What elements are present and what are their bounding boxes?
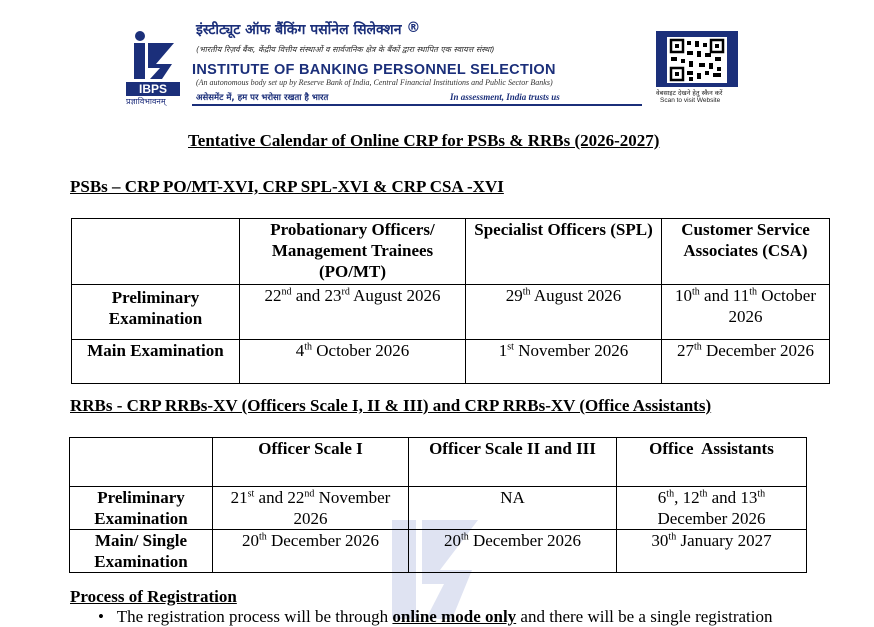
column-header: Officer Scale I <box>213 438 409 487</box>
column-header: Specialist Officers (SPL) <box>466 219 662 285</box>
logo-label: IBPS <box>138 82 168 96</box>
date-cell: NA <box>409 487 617 530</box>
column-header: Customer Service Associates (CSA) <box>662 219 830 285</box>
english-motto: In assessment, India trusts us <box>450 92 560 102</box>
registration-heading: Process of Registration <box>70 587 237 606</box>
psb-calendar-table <box>71 218 830 384</box>
date-cell: 22nd and 23rd August 2026 <box>240 285 466 340</box>
date-cell: 21st and 22nd November 2026 <box>213 487 409 530</box>
empty-header-cell <box>72 219 240 285</box>
qr-code-icon[interactable] <box>667 37 727 83</box>
date-cell: 6th, 12th and 13th December 2026 <box>617 487 807 530</box>
english-title: INSTITUTE OF BANKING PERSONNEL SELECTION <box>192 62 556 78</box>
psb-section-heading: PSBs – CRP PO/MT-XVI, CRP SPL-XVI & CRP CSA -XVI <box>70 177 504 196</box>
date-cell: 4th October 2026 <box>240 340 466 384</box>
date-cell: 20th December 2026 <box>409 530 617 573</box>
date-cell: 27th December 2026 <box>662 340 830 384</box>
document-title: Tentative Calendar of Online CRP for PSBs & RRBs (2026-2027) <box>188 131 660 150</box>
table-row <box>72 340 830 384</box>
registration-bullet: • The registration process will be through online mode only and there will be a single registration <box>98 607 773 626</box>
english-subtitle: (An autonomous body set up by Reserve Bank of India, Central Financial Institutions and Public Sector Banks) <box>196 78 553 87</box>
hindi-subtitle: (भारतीय रिज़र्व बैंक, केंद्रीय वित्तीय संस्थाओं व सार्वजनिक क्षेत्र के बैंकों द्वारा स्थापित एक स्वायत्त संस्था) <box>196 45 495 54</box>
hindi-title <box>196 20 420 39</box>
empty-header-cell <box>70 438 213 487</box>
date-cell: 30th January 2027 <box>617 530 807 573</box>
registered-mark: ® <box>406 20 421 36</box>
qr-note-hindi: वेबसाइट देखने हेतु स्कैन करें <box>656 89 723 97</box>
date-cell: 20th December 2026 <box>213 530 409 573</box>
column-header: Officer Scale II and III <box>409 438 617 487</box>
table-row <box>72 285 830 340</box>
header-divider <box>192 104 642 106</box>
rrb-calendar-table <box>69 437 807 573</box>
bullet-dot: • <box>98 607 117 626</box>
date-cell: 10th and 11th October 2026 <box>662 285 830 340</box>
date-cell: 29th August 2026 <box>466 285 662 340</box>
row-header: Preliminary Examination <box>72 285 240 340</box>
column-header: Probationary Officers/ Management Trainees (PO/MT) <box>240 219 466 285</box>
logo-hindi: प्रज्ञाविभावनम् <box>126 97 166 106</box>
table-header-row <box>70 438 807 487</box>
hindi-title-text: इंस्टीट्यूट ऑफ बैंकिंग पर्सोनेल सिलेक्शन <box>196 22 402 38</box>
qr-note-english: Scan to visit Website <box>660 97 721 104</box>
table-row <box>70 530 807 573</box>
table-row <box>70 487 807 530</box>
hindi-motto: असेसमेंट में, हम पर भरोसा रखता है भारत <box>196 93 329 103</box>
rrb-section-heading: RRBs - CRP RRBs-XV (Officers Scale I, II & III) and CRP RRBs-XV (Office Assistants) <box>70 396 712 415</box>
row-header: Preliminary Examination <box>70 487 213 530</box>
row-header: Main Examination <box>72 340 240 384</box>
date-cell: 1st November 2026 <box>466 340 662 384</box>
ibps-logo <box>126 30 180 102</box>
row-header: Main/ Single Examination <box>70 530 213 573</box>
column-header: Office Assistants <box>617 438 807 487</box>
table-header-row <box>72 219 830 285</box>
